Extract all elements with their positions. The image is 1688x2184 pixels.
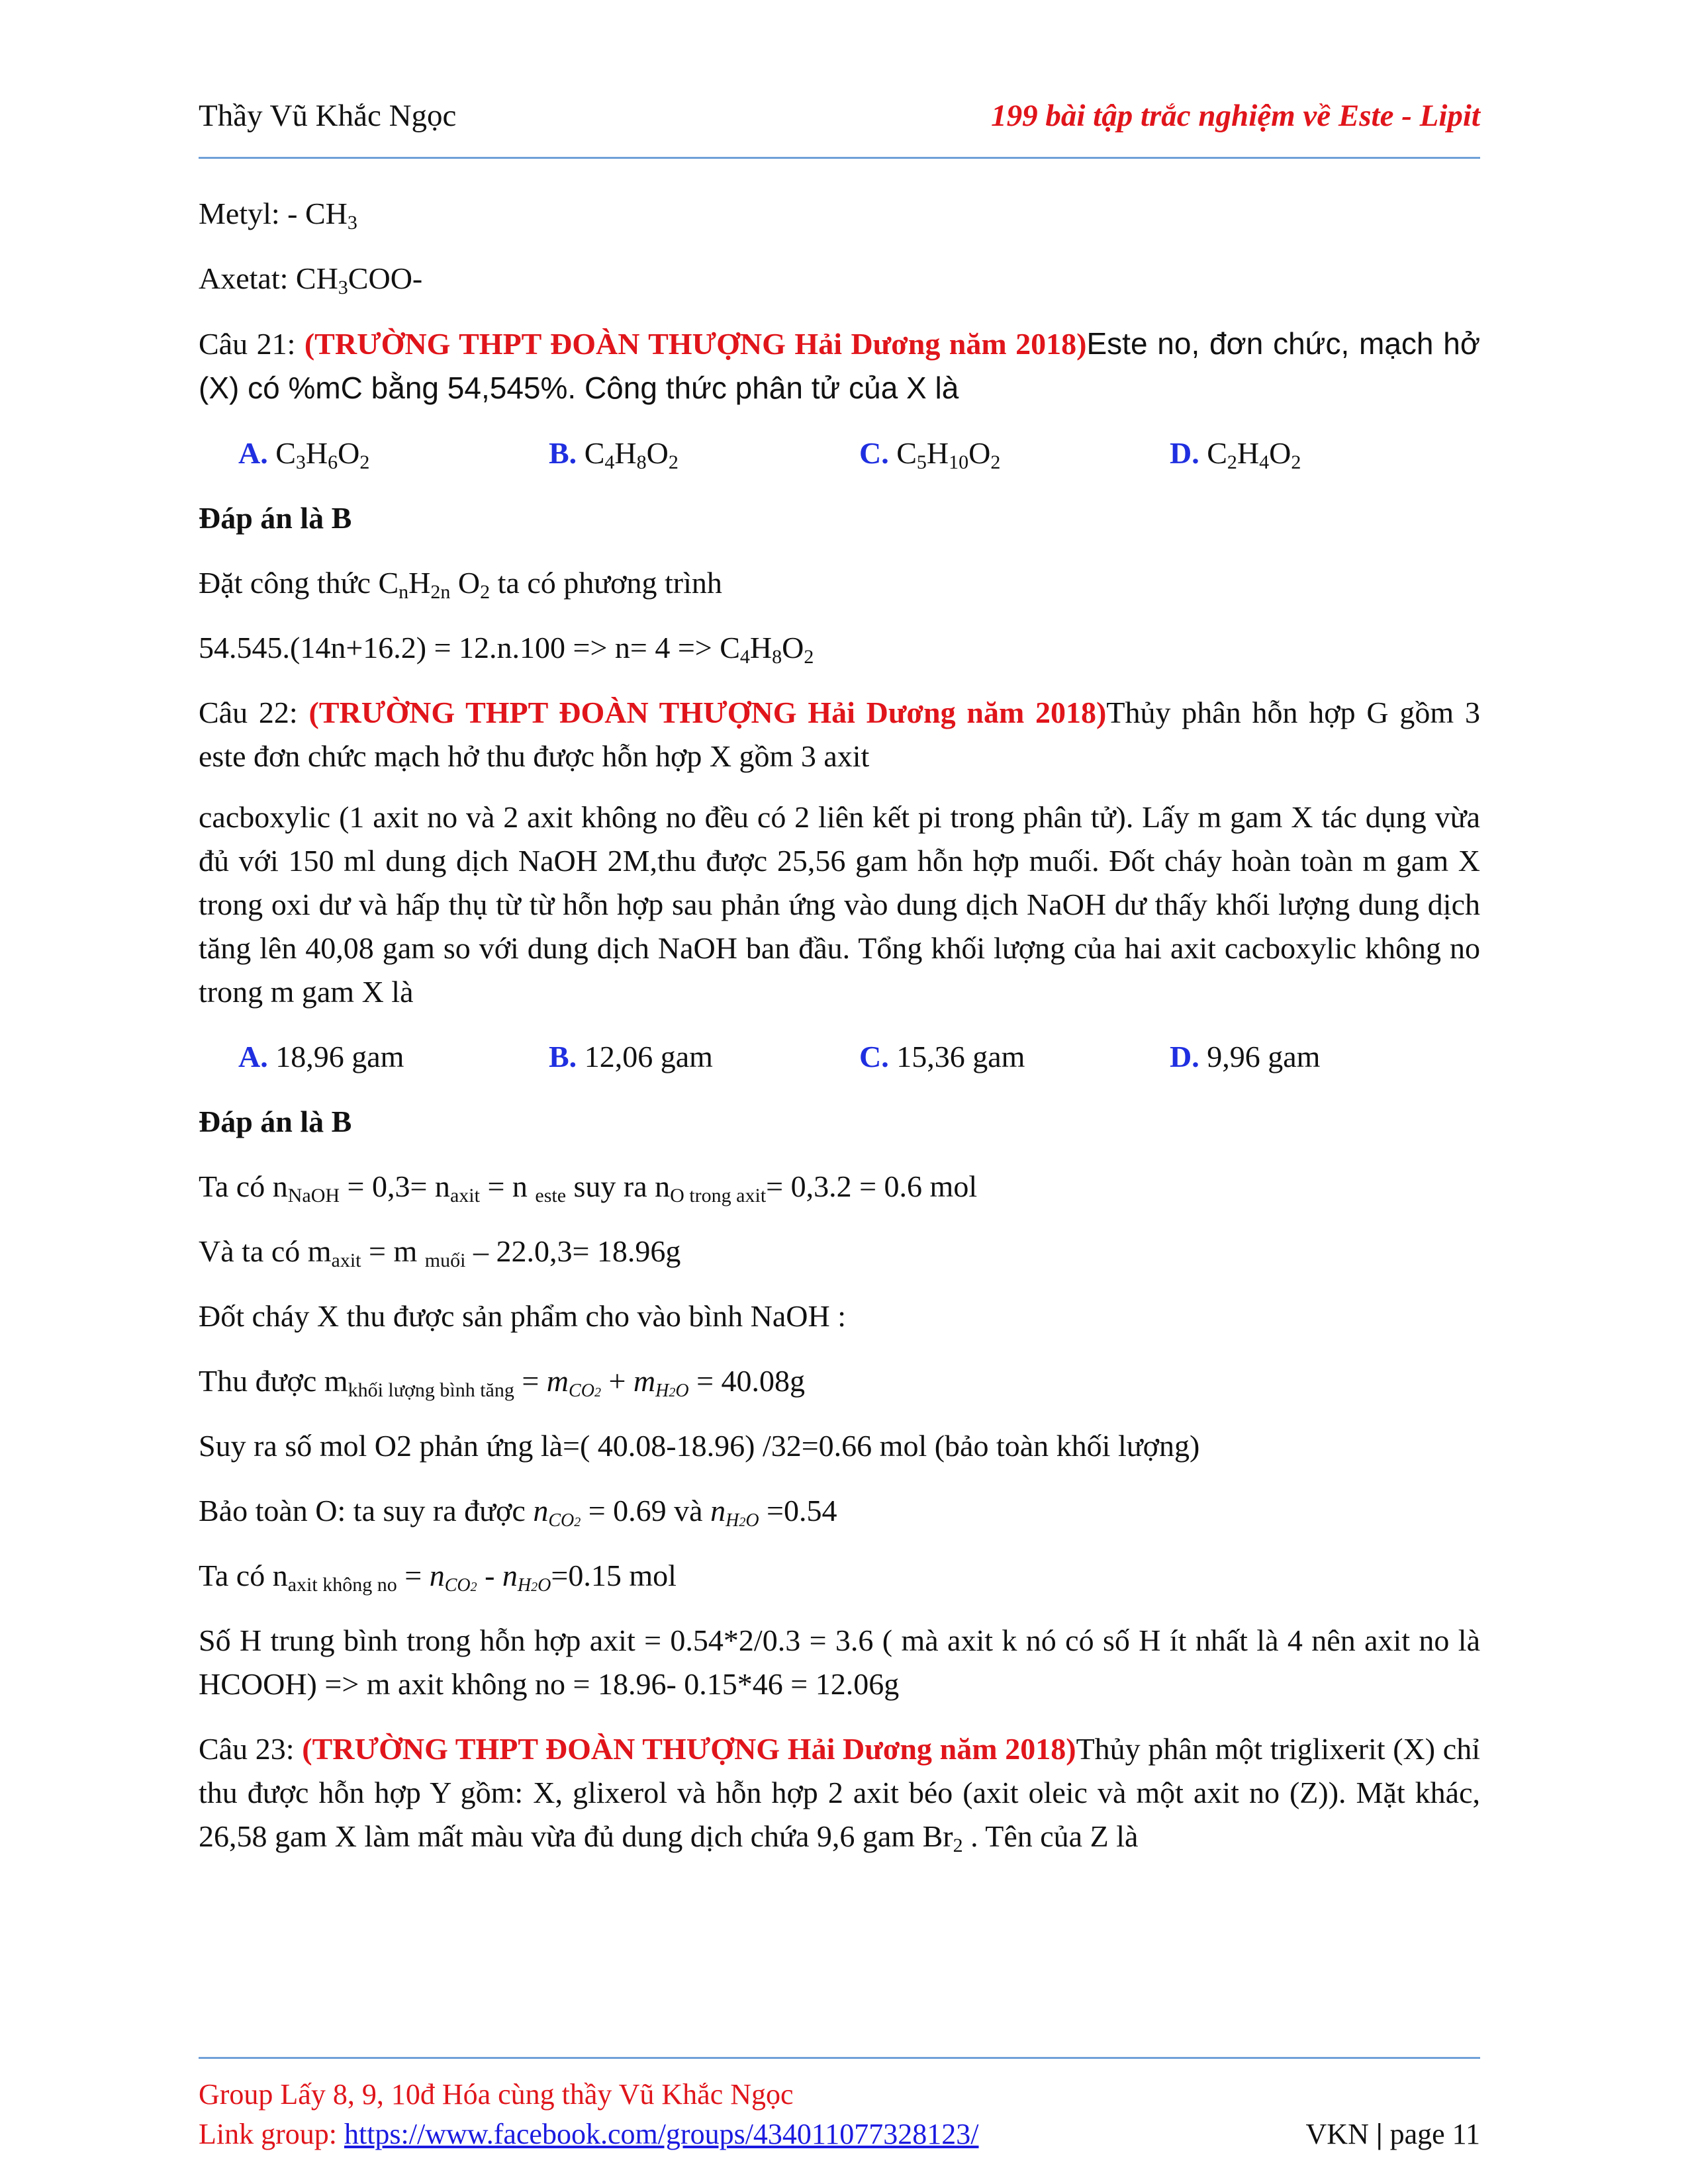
solution-22-line-5: Suy ra số mol O2 phản ứng là=( 40.08-18.96) /32=0.66 mol (bảo toàn khối lượng) (199, 1429, 1200, 1463)
option-b: B. 12,06 gam (549, 1040, 713, 1073)
answer-21: Đáp án là B (199, 501, 352, 535)
question-23: Câu 23: (TRƯỜNG THPT ĐOÀN THƯỢNG Hải Dương năm 2018)Thủy phân một triglixerit (X) chỉ thu được hỗn hợp Y gồm: X, glixerol và hỗn hợp 2 axit béo (axit oleic và một axit no (Z)). Mặt khác, 26,58 gam X làm mất màu vừa đủ dung dịch chứa 9,6 gam $Br_2$ . Tên của Z là (199, 1732, 1480, 1856)
option-c: C. 15,36 gam (859, 1040, 1025, 1073)
footer-link-label: Link group: (199, 2118, 344, 2150)
page-content (199, 192, 1480, 1880)
solution-22-line-1: Ta có $n_{NaOH} = 0,3= n_{axit} = n$ $_{este}$ suy ra $n_{O trong axit}= 0,3.2 = 0.6$ mol (199, 1169, 978, 1206)
question-label: Câu 22: (199, 696, 309, 729)
q21-options (199, 432, 1480, 475)
solution-21-line-2: $54.545.(14n+16.2) = 12.n.100 => n= 4 => C_4H_8O_2$ (199, 631, 814, 668)
option-a: A. $C_3H_6O_2$ (238, 436, 370, 473)
question-text: Thủy phân hỗn hợp G gồm 3 este đơn chức mạch hở thu được hỗn hợp X gồm 3 axit (199, 696, 1481, 773)
solution-22-line-7: Ta có $n_{axit không no} = nCO2 - nH2O=0.15$ mol (199, 1559, 677, 1596)
question-source: TRƯỜNG THPT ĐOÀN THƯỢNG Hải Dương năm 2018) (312, 1732, 1076, 1766)
solution-22-line-2: Và ta có $m_{axit} = m$ $_{muối}$ – 22.0,3= 18.96g (199, 1234, 681, 1271)
option-d: D. $C_2H_4O_2$ (1170, 436, 1301, 473)
question-label: Câu 23: (199, 1732, 303, 1766)
page-number: VKN | page 11 (1305, 2118, 1480, 2150)
footer-rule (199, 2057, 1480, 2059)
footer-group-name: Group Lấy 8, 9, 10đ Hóa cùng thầy Vũ Khắc Ngọc (199, 2078, 794, 2111)
question-text: Thủy phân một triglixerit (X) chỉ thu được hỗn hợp Y gồm: X, glixerol và hỗn hợp 2 axit béo (axit oleic và một axit no (Z)). Mặt khác, 26,58 gam X làm mất màu vừa đủ dung dịch chứa 9,6 gam (199, 1732, 1480, 1853)
question-22: Câu 22: (TRƯỜNG THPT ĐOÀN THƯỢNG Hải Dương năm 2018)Thủy phân hỗn hợp G gồm 3 este đơn chức mạch hở thu được hỗn hợp X gồm 3 axit (199, 696, 1481, 773)
metyl-line: Metyl: - $CH_3$ (199, 197, 357, 234)
axetat-line: Axetat: $CH_3COO-$ (199, 261, 423, 298)
question-source: TRƯỜNG THPT ĐOÀN THƯỢNG Hải Dương năm 2018) (314, 327, 1087, 361)
question-label: Câu 21: (199, 327, 305, 361)
q22-options (199, 1035, 1480, 1079)
page-footer (199, 2075, 1480, 2154)
option-c: C. $C_5H_{10}O_2$ (859, 436, 1001, 473)
footer-link-line (199, 2115, 1480, 2154)
option-b: B. $C_4H_8O_2$ (549, 436, 679, 473)
solution-22-line-6: Bảo toàn O: ta suy ra được nCO2 = 0.69 và nH2O =0.54 (199, 1494, 837, 1531)
page-header (199, 98, 1480, 144)
group-link[interactable]: https://www.facebook.com/groups/434011077328123/ (344, 2118, 979, 2150)
option-a: A. 18,96 gam (238, 1040, 404, 1073)
question-text: Este no, đơn chức, mạch hở (X) có %mC bằng 54,545%. Công thức phân tử của X là (199, 326, 1480, 405)
solution-22-line-4: Thu được $m_{khối lượng bình tăng} = mCO2 + mH2O = 40.08g$ (199, 1364, 806, 1401)
option-d: D. 9,96 gam (1170, 1040, 1321, 1073)
solution-21-line-1: Đặt công thức $C_nH_{2n}$ $O_2$ ta có phương trình (199, 566, 722, 603)
solution-22-line-8: Số H trung bình trong hỗn hợp axit = 0.54*2/0.3 = 3.6 ( mà axit k nó có số H ít nhất là 4 nên axit no là HCOOH) => m axit không no = 18.96- 0.15*46 = 12.06g (199, 1623, 1480, 1701)
header-author: Thầy Vũ Khắc Ngọc (199, 99, 457, 133)
solution-22-line-3: Đốt cháy X thu được sản phẩm cho vào bình NaOH : (199, 1299, 846, 1333)
header-rule (199, 157, 1480, 159)
header-title: 199 bài tập trắc nghiệm về Este - Lipit (991, 99, 1480, 133)
question-22-continued: cacboxylic (1 axit no và 2 axit không no đều có 2 liên kết pi trong phân tử). Lấy m gam X tác dụng vừa đủ với 150 ml dung dịch NaOH 2M,thu được 25,56 gam hỗn hợp muối. Đốt cháy hoàn toàn m gam X trong oxi dư và hấp thụ từ từ hỗn hợp sau phản ứng vào dung dịch NaOH dư thấy khối lượng dung dịch tăng lên 40,08 gam so với dung dịch NaOH ban đầu. Tổng khối lượng của hai axit cacboxylic không no trong m gam X là (199, 800, 1480, 1009)
answer-22: Đáp án là B (199, 1105, 352, 1138)
question-21: Câu 21: (TRƯỜNG THPT ĐOÀN THƯỢNG Hải Dương năm 2018)Este no, đơn chức, mạch hở (X) có %mC bằng 54,545%. Công thức phân tử của X là (199, 326, 1480, 405)
question-source: TRƯỜNG THPT ĐOÀN THƯỢNG Hải Dương năm 2018) (318, 696, 1107, 729)
